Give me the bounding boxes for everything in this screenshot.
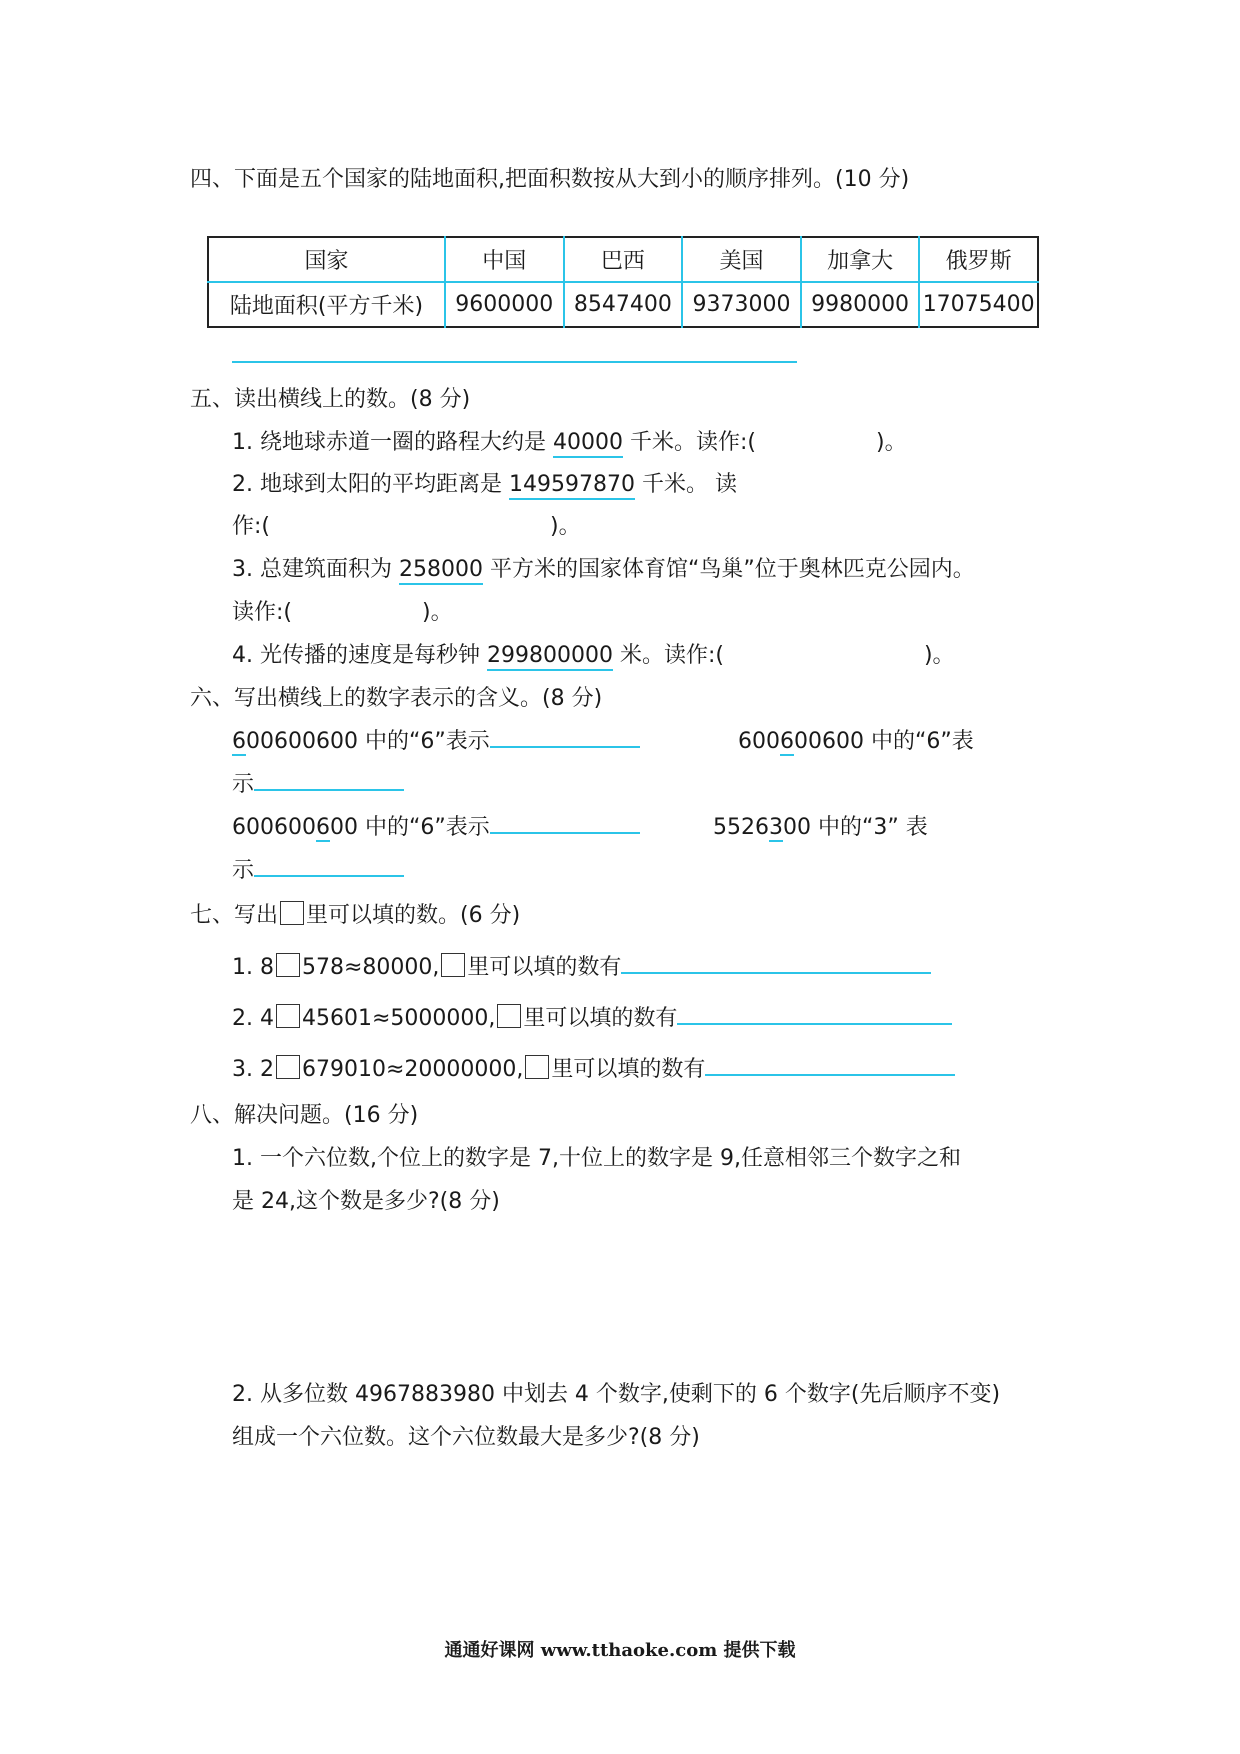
question-text: 4. 光传播的速度是每秒钟: [232, 643, 487, 668]
section4-title: 四、下面是五个国家的陆地面积,把面积数按从大到小的顺序排列。(10 分): [190, 167, 910, 192]
s5-question-1: [232, 425, 907, 456]
question-text: 中的“6”表: [864, 729, 974, 754]
s7-question-1: [232, 950, 931, 981]
table-header-row: [208, 237, 1038, 282]
question-text: 里可以填的数有: [523, 1006, 678, 1031]
question-text: 2. 4: [232, 1006, 274, 1031]
s8-question-1-line2: 是 24,这个数是多少?(8 分): [232, 1189, 500, 1214]
section5-title: 五、读出横线上的数。(8 分): [190, 387, 471, 412]
question-text: 45601≈5000000,: [301, 1006, 496, 1031]
s8-question-2-line1: 2. 从多位数 4967883980 中划去 4 个数字,使剩下的 6 个数字(先后顺序不变): [232, 1382, 1001, 1407]
highlighted-digit: 3: [769, 815, 783, 840]
question-text: )。: [923, 643, 955, 668]
question-text: 中的“3” 表: [811, 815, 928, 840]
question-text: 中的“6”表示: [357, 815, 490, 840]
question-text: 1. 绕地球赤道一圈的路程大约是: [232, 430, 553, 455]
table-cell: 加拿大: [801, 237, 920, 282]
question-text: 作:(: [232, 514, 270, 539]
highlighted-digit: 6: [315, 815, 330, 840]
number-text: 600: [738, 729, 780, 754]
underlined-number: 299800000: [487, 643, 613, 671]
answer-line[interactable]: [621, 950, 931, 974]
s5-question-3-cont: [232, 595, 453, 626]
fill-box[interactable]: [276, 1004, 300, 1028]
s6-item-b-cont: [232, 767, 404, 798]
table-cell: 美国: [682, 237, 801, 282]
question-text: 2. 地球到太阳的平均距离是: [232, 472, 509, 497]
table-cell: 17075400: [922, 292, 1035, 317]
s7-question-2: [232, 1001, 952, 1032]
s5-question-2-cont: [232, 509, 581, 540]
answer-line[interactable]: [677, 1001, 952, 1025]
footer-download-credit: 通通好课网 www.tthaoke.com 提供下载: [444, 1640, 796, 1661]
s5-question-3: [232, 552, 975, 583]
question-text: 示: [232, 858, 255, 883]
question-text: 1. 8: [232, 955, 274, 980]
table-cell: 陆地面积(平方千米): [208, 282, 445, 327]
number-text: 600600: [232, 815, 316, 840]
answer-line[interactable]: [705, 1052, 955, 1076]
section-title-text: 七、写出: [190, 903, 279, 928]
table-cell: 9980000: [801, 282, 920, 327]
empty-box-icon: [497, 1004, 521, 1028]
question-text: )。: [875, 430, 907, 455]
question-text: 679010≈20000000,: [301, 1057, 524, 1082]
answer-line[interactable]: [490, 724, 640, 748]
empty-box-icon: [441, 953, 465, 977]
question-text: 3. 2: [232, 1057, 274, 1082]
table-cell: 9373000: [682, 282, 801, 327]
question-text: )。: [422, 600, 453, 625]
table-cell: 国家: [208, 237, 445, 282]
question-text: 米。读作:(: [612, 643, 724, 668]
land-area-table: [207, 236, 1039, 328]
section7-title: [190, 898, 520, 929]
underlined-number: 258000: [399, 557, 483, 585]
answer-line[interactable]: [490, 810, 640, 834]
underlined-number: 149597870: [509, 472, 635, 500]
question-text: 千米。读作:(: [622, 430, 756, 455]
s6-item-c: [232, 810, 640, 841]
highlighted-digit: 6: [780, 729, 794, 754]
fill-box[interactable]: [276, 1055, 300, 1079]
s8-question-1-line1: 1. 一个六位数,个位上的数字是 7,十位上的数字是 9,任意相邻三个数字之和: [232, 1146, 961, 1171]
question-text: 里可以填的数有: [551, 1057, 706, 1082]
section8-title: 八、解决问题。(16 分): [190, 1103, 419, 1128]
number-text: 00600600: [246, 729, 358, 754]
answer-line[interactable]: [254, 853, 404, 877]
empty-box-icon: [525, 1055, 549, 1079]
question-text: 读作:(: [232, 600, 292, 625]
question-text: 578≈80000,: [301, 955, 440, 980]
s8-question-2-line2: 组成一个六位数。这个六位数最大是多少?(8 分): [232, 1425, 700, 1450]
question-text: 3. 总建筑面积为: [232, 557, 399, 582]
question-text: 千米。 读: [634, 472, 737, 497]
table-cell: 俄罗斯: [919, 237, 1038, 282]
empty-box-icon: [280, 901, 304, 925]
s7-question-3: [232, 1052, 955, 1083]
number-text: 00: [783, 815, 811, 840]
question-text: 中的“6”表示: [357, 729, 490, 754]
s6-item-d-cont: [232, 853, 404, 884]
underlined-number: 40000: [553, 430, 623, 458]
answer-area-1[interactable]: [232, 1220, 1062, 1380]
question-text: )。: [550, 514, 581, 539]
section-title-text: 里可以填的数。(6 分): [306, 903, 521, 928]
section6-title: 六、写出横线上的数字表示的含义。(8 分): [190, 686, 603, 711]
question-text: 里可以填的数有: [467, 955, 622, 980]
s6-item-d: [713, 810, 928, 841]
s5-question-2: [232, 467, 737, 498]
number-text: 5526: [713, 815, 769, 840]
s6-item-b: [738, 724, 974, 755]
fill-box[interactable]: [276, 953, 300, 977]
question-text: 示: [232, 772, 255, 797]
answer-line[interactable]: [254, 767, 404, 791]
number-text: 00: [329, 815, 358, 840]
s6-item-a: [232, 724, 640, 755]
highlighted-digit: 6: [232, 729, 246, 754]
table-row: [208, 282, 1038, 327]
table-cell: 巴西: [564, 237, 683, 282]
question-text: 平方米的国家体育馆“鸟巢”位于奥林匹克公园内。: [482, 557, 975, 582]
s5-question-4: [232, 638, 955, 669]
answer-line-ranking[interactable]: [232, 361, 797, 363]
table-cell: 中国: [445, 237, 564, 282]
number-text: 00600: [794, 729, 864, 754]
answer-area-2[interactable]: [232, 1460, 1062, 1620]
table-cell: 9600000: [445, 282, 564, 327]
table-cell: 8547400: [564, 282, 683, 327]
